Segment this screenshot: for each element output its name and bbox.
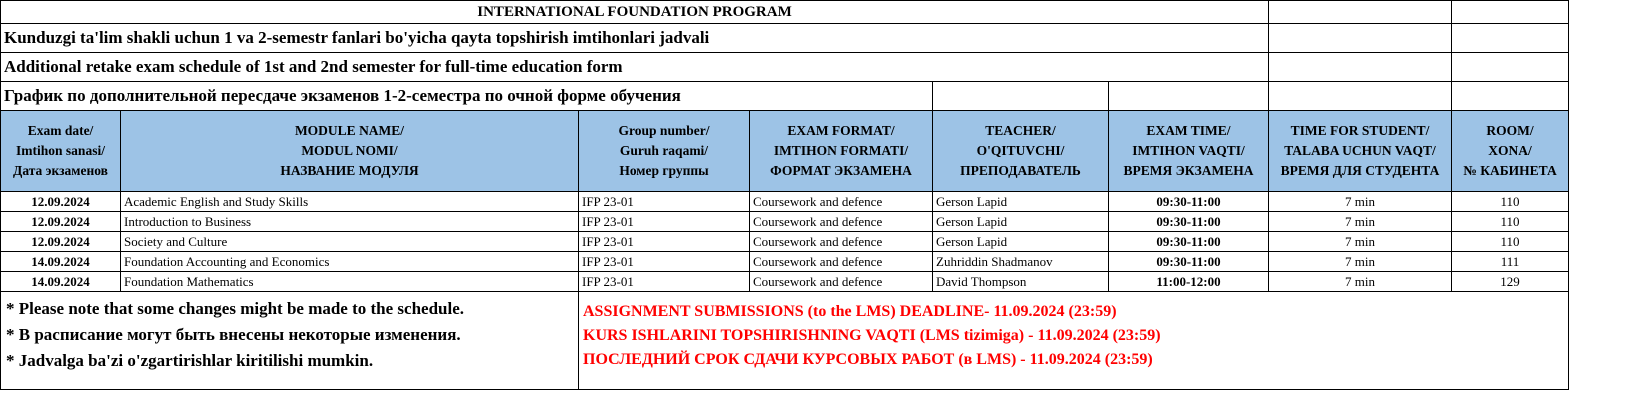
module-name: Society and Culture (121, 232, 579, 252)
exam-format: Coursework and defence (750, 212, 933, 232)
exam-time: 09:30-11:00 (1109, 212, 1269, 232)
col-header-module: MODULE NAME/ MODUL NOMI/ НАЗВАНИЕ МОДУЛЯ (121, 111, 579, 192)
col-header-room: ROOM/ XONA/ № КАБИНЕТА (1452, 111, 1569, 192)
module-name: Introduction to Business (121, 212, 579, 232)
exam-time: 09:30-11:00 (1109, 192, 1269, 212)
exam-date: 14.09.2024 (1, 272, 121, 292)
empty-cell (1452, 24, 1569, 53)
empty-cell (1269, 1, 1452, 24)
table-row (1, 252, 1650, 272)
student-time: 7 min (1269, 272, 1452, 292)
student-time: 7 min (1269, 212, 1452, 232)
empty-cell (1269, 53, 1452, 82)
group-number: IFP 23-01 (579, 192, 750, 212)
empty-cell (1269, 24, 1452, 53)
table-row (1, 232, 1650, 252)
exam-format: Coursework and defence (750, 252, 933, 272)
empty-cell (1569, 232, 1650, 252)
empty-cell (1569, 82, 1650, 111)
room-number: 110 (1452, 212, 1569, 232)
student-time: 7 min (1269, 192, 1452, 212)
room-number: 111 (1452, 252, 1569, 272)
subtitle-row-en (1, 53, 1650, 82)
deadline-line: ASSIGNMENT SUBMISSIONS (to the LMS) DEADLINE- 11.09.2024 (23:59) (583, 303, 1117, 320)
col-header-teacher: TEACHER/ O'QITUVCHI/ ПРЕПОДАВАТЕЛЬ (933, 111, 1109, 192)
exam-date: 14.09.2024 (1, 252, 121, 272)
group-number: IFP 23-01 (579, 212, 750, 232)
program-title: INTERNATIONAL FOUNDATION PROGRAM (1, 1, 1269, 24)
teacher-name: Zuhriddin Shadmanov (933, 252, 1109, 272)
subtitle-uz: Kunduzgi ta'lim shakli uchun 1 va 2-semestr fanlari bo'yicha qayta topshirish imtihonlari jadvali (1, 24, 1269, 53)
room-number: 110 (1452, 192, 1569, 212)
group-number: IFP 23-01 (579, 252, 750, 272)
note-line: * В расписание могут быть внесены некоторые изменения. (6, 325, 461, 344)
col-header-date: Exam date/ Imtihon sanasi/ Дата экзаменов (1, 111, 121, 192)
group-number: IFP 23-01 (579, 272, 750, 292)
title-row (1, 1, 1650, 24)
exam-date: 12.09.2024 (1, 232, 121, 252)
empty-cell (1569, 192, 1650, 212)
deadline-notice (579, 292, 1569, 390)
exam-format: Coursework and defence (750, 192, 933, 212)
deadline-line: KURS ISHLARINI TOPSHIRISHNING VAQTI (LMS tizimiga) - 11.09.2024 (23:59) (583, 327, 1161, 344)
empty-cell (1109, 82, 1269, 111)
empty-cell (1569, 111, 1650, 192)
empty-cell (1569, 252, 1650, 272)
teacher-name: David Thompson (933, 272, 1109, 292)
exam-date: 12.09.2024 (1, 192, 121, 212)
subtitle-ru: График по дополнительной пересдаче экзаменов 1-2-семестра по очной форме обучения (1, 82, 933, 111)
exam-format: Coursework and defence (750, 272, 933, 292)
table-row (1, 192, 1650, 212)
exam-time: 09:30-11:00 (1109, 252, 1269, 272)
empty-cell (933, 82, 1109, 111)
subtitle-row-ru (1, 82, 1650, 111)
module-name: Foundation Mathematics (121, 272, 579, 292)
student-time: 7 min (1269, 232, 1452, 252)
subtitle-row-uz (1, 24, 1650, 53)
subtitle-en: Additional retake exam schedule of 1st and 2nd semester for full-time education form (1, 53, 1269, 82)
empty-cell (1569, 24, 1650, 53)
empty-cell (1569, 53, 1650, 82)
table-row (1, 212, 1650, 232)
empty-cell (1569, 212, 1650, 232)
empty-cell (1452, 1, 1569, 24)
room-number: 129 (1452, 272, 1569, 292)
schedule-notes (1, 292, 579, 390)
module-name: Academic English and Study Skills (121, 192, 579, 212)
teacher-name: Gerson Lapid (933, 192, 1109, 212)
empty-cell (1569, 272, 1650, 292)
col-header-format: EXAM FORMAT/ IMTIHON FORMATI/ ФОРМАТ ЭКЗАМЕНА (750, 111, 933, 192)
footer-row (1, 292, 1650, 390)
teacher-name: Gerson Lapid (933, 212, 1109, 232)
empty-cell (1269, 82, 1452, 111)
note-line: * Please note that some changes might be made to the schedule. (6, 299, 465, 318)
col-header-exam-time: EXAM TIME/ IMTIHON VAQTI/ ВРЕМЯ ЭКЗАМЕНА (1109, 111, 1269, 192)
exam-time: 09:30-11:00 (1109, 232, 1269, 252)
group-number: IFP 23-01 (579, 232, 750, 252)
col-header-group: Group number/ Guruh raqami/ Номер группы (579, 111, 750, 192)
col-header-student-time: TIME FOR STUDENT/ TALABA UCHUN VAQT/ ВРЕМЯ ДЛЯ СТУДЕНТА (1269, 111, 1452, 192)
empty-cell (1569, 292, 1650, 390)
empty-cell (1452, 53, 1569, 82)
exam-date: 12.09.2024 (1, 212, 121, 232)
exam-format: Coursework and defence (750, 232, 933, 252)
table-row (1, 272, 1650, 292)
header-row (1, 111, 1650, 192)
teacher-name: Gerson Lapid (933, 232, 1109, 252)
module-name: Foundation Accounting and Economics (121, 252, 579, 272)
student-time: 7 min (1269, 252, 1452, 272)
room-number: 110 (1452, 232, 1569, 252)
exam-time: 11:00-12:00 (1109, 272, 1269, 292)
note-line: * Jadvalga ba'zi o'zgartirishlar kiritilishi mumkin. (6, 351, 374, 370)
deadline-line: ПОСЛЕДНИЙ СРОК СДАЧИ КУРСОВЫХ РАБОТ (в LMS) - 11.09.2024 (23:59) (583, 351, 1153, 368)
empty-cell (1569, 1, 1650, 24)
empty-cell (1452, 82, 1569, 111)
